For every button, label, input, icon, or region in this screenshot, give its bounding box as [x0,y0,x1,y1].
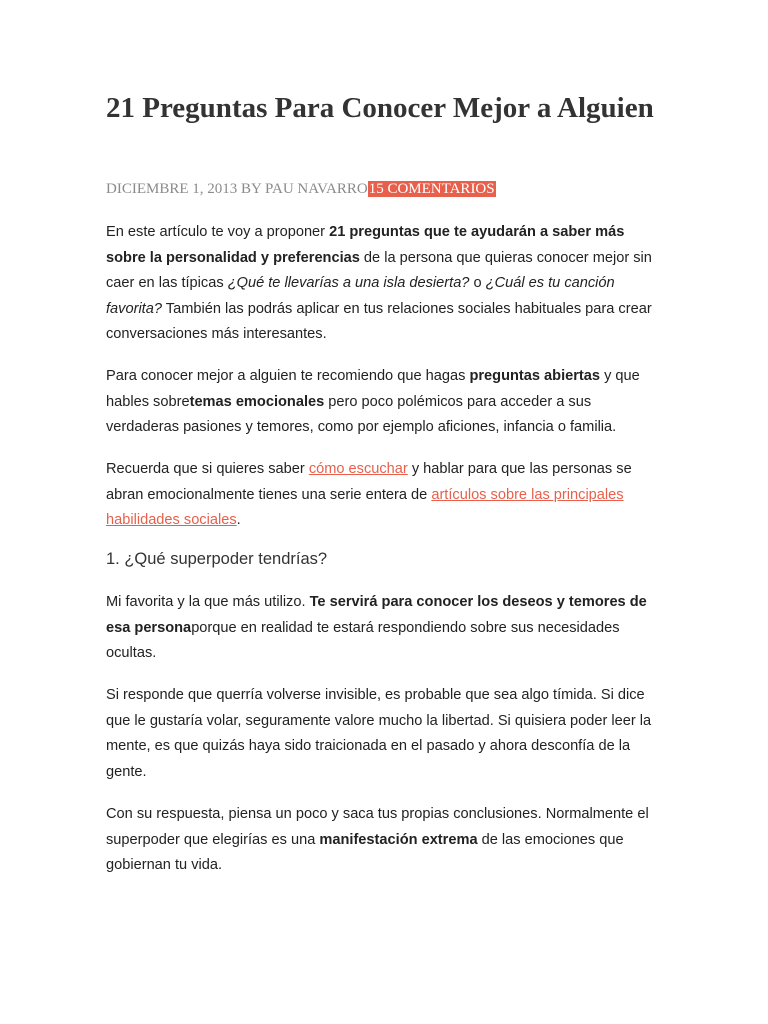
article-title: 21 Preguntas Para Conocer Mejor a Alguien [106,92,654,124]
text: Mi favorita y la que más utilizo. [106,594,310,610]
superpower-paragraph [106,590,666,667]
text: porque en realidad te estará respondiendo sobre sus necesidades ocultas. [106,619,620,661]
italic-text: ¿Cuál es tu canción favorita? [106,275,615,317]
post-date[interactable]: DICIEMBRE 1, 2013 [106,181,238,197]
text: o [469,275,486,291]
comments-link[interactable]: 15 COMENTARIOS [368,181,495,197]
bold-text: temas emocionales [189,393,325,410]
text: y que hables sobre [106,368,640,410]
bold-text: manifestación extrema [319,831,478,848]
text: pero poco polémicos para acceder a sus verdaderas pasiones y temores, como por ejemplo aficiones, infancia o familia. [106,393,617,435]
text: Con su respuesta, piensa un poco y saca tus propias conclusiones. Normalmente el superpoder que elegirías es una [106,806,649,848]
italic-text: ¿Qué te llevarías a una isla desierta? [227,275,470,291]
bold-text: preguntas abiertas [469,368,601,384]
author-link[interactable]: PAU NAVARRO [265,181,368,197]
conclusion-paragraph [106,802,666,879]
text: de las emociones que gobiernan tu vida. [106,831,624,873]
text: También las podrás aplicar en tus relaciones sociales habituales para crear conversaciones más interesantes. [106,300,652,342]
links-paragraph [106,457,666,534]
text: Para conocer mejor a alguien te recomiendo que hagas [106,368,470,384]
interpretation-paragraph: Si responde que querría volverse invisible, es probable que sea algo tímida. Si dice que le gustaría volar, seguramente valore mucho la libertad. Si quisiera poder leer la mente, es que quizás haya sido traicionada en el pasado y ahora desconfía de la gente. [106,687,652,780]
text: y hablar para que las personas se abran emocionalmente tienes una serie entera de [106,461,632,503]
intro-paragraph [106,220,666,348]
section-heading: 1. ¿Qué superpoder tendrías? [106,550,328,568]
text: Recuerda que si quieres saber [106,461,309,477]
bold-text: Te servirá para conocer los deseos y temores de esa persona [106,594,647,636]
bold-text: 21 preguntas que te ayudarán a saber más sobre la personalidad y preferencias [106,224,625,266]
text: . [236,512,241,528]
como-escuchar-link[interactable]: cómo escuchar [308,461,408,477]
recommendation-paragraph [106,364,666,441]
habilidades-sociales-link[interactable]: artículos sobre las principales habilidades sociales [106,486,624,528]
text: En este artículo te voy a proponer [106,224,330,240]
byline-prefix: BY [241,181,262,197]
article-meta [106,179,496,199]
text: de la persona que quieras conocer mejor sin caer en las típicas [106,249,652,291]
